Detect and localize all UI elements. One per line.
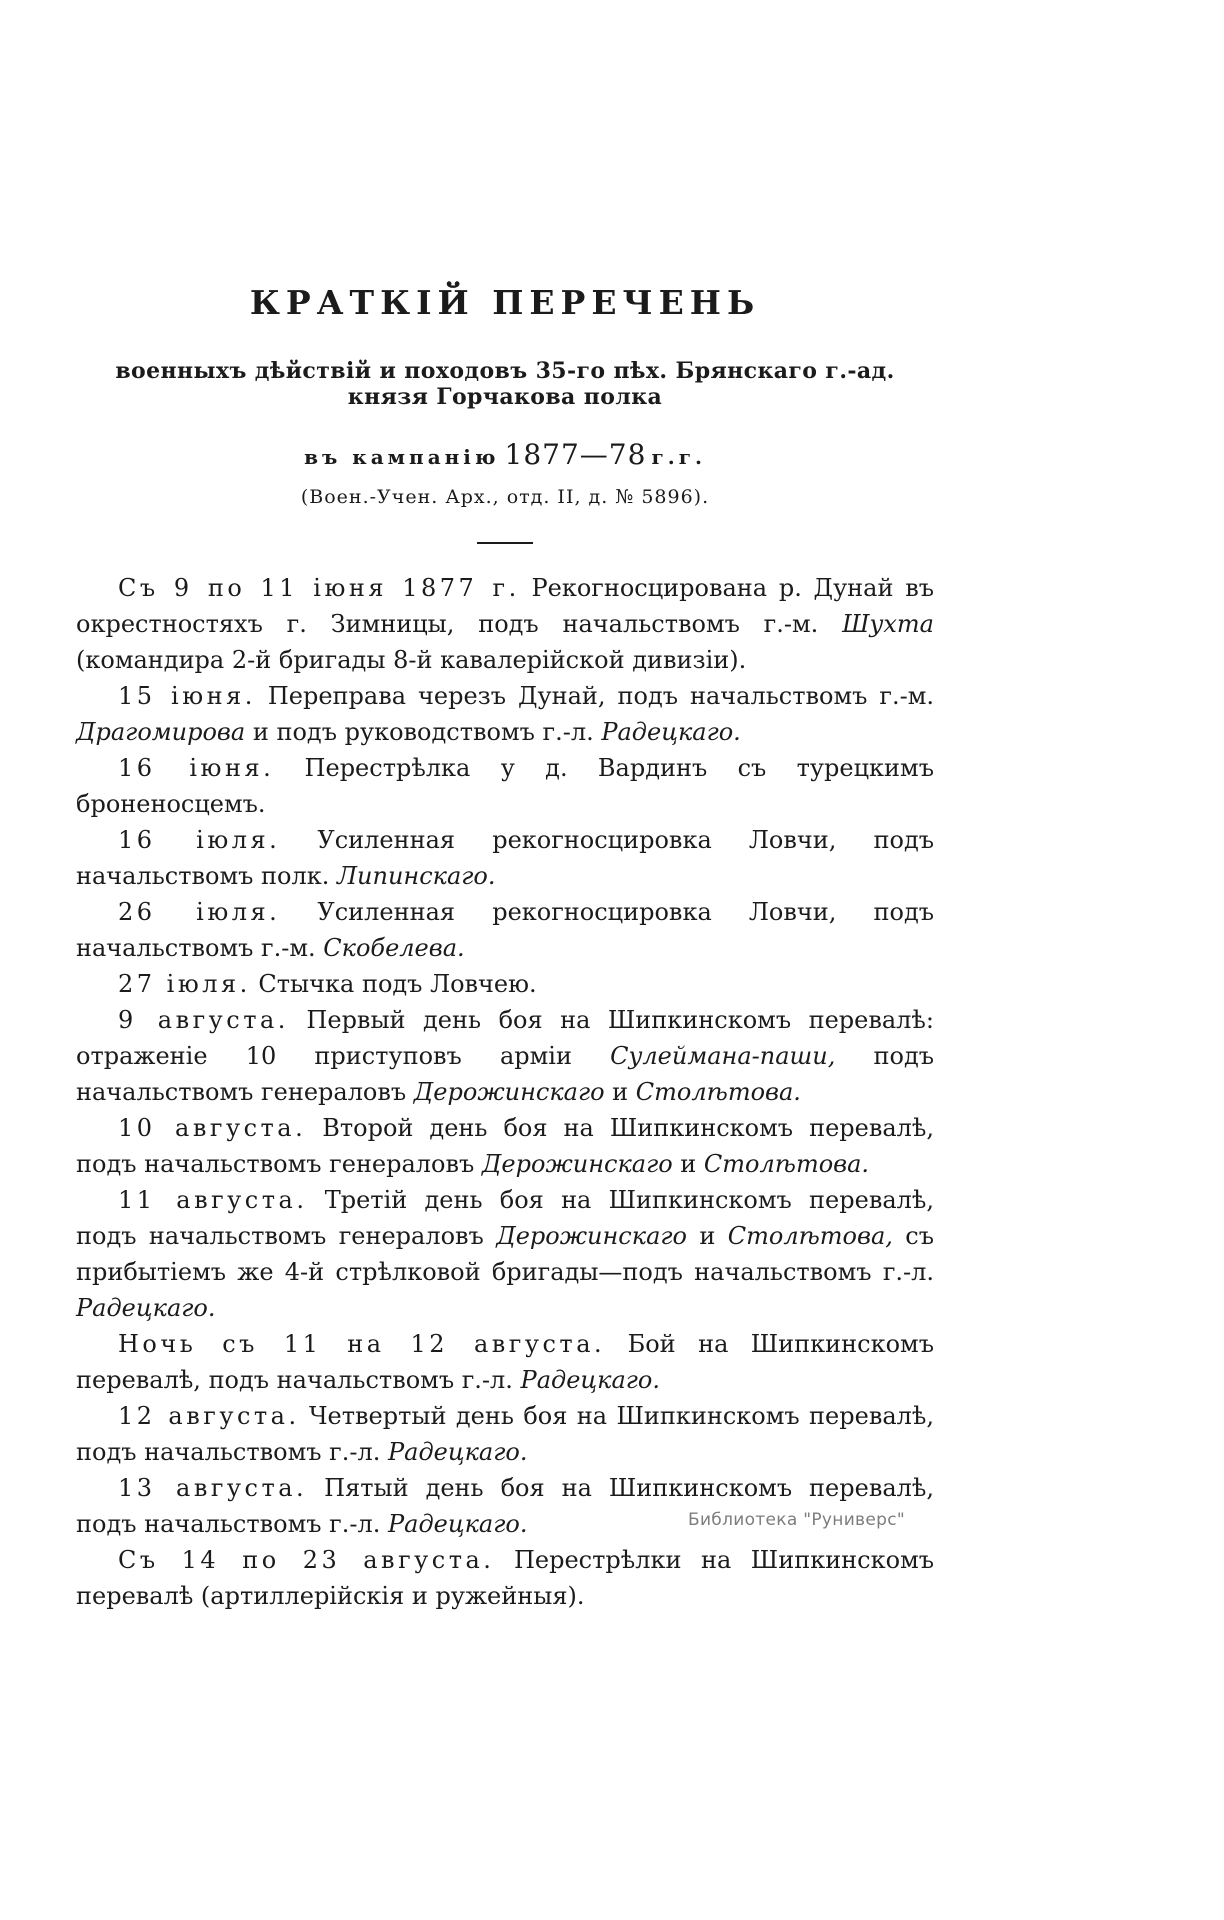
text-segment-plain: съ прибытіемъ же 4-й стрѣлковой бригады—подъ начальствомъ г.-л.: [76, 1222, 934, 1286]
text-segment-plain: Усиленная рекогносцировка Ловчи, подъ начальствомъ г.-м.: [76, 898, 934, 962]
campaign-suffix: г.г.: [651, 445, 706, 469]
text-segment-plain: (командира 2-й бригады 8-й кавалерійской дивизіи).: [76, 646, 747, 674]
text-segment-plain: Перестрѣлка у д. Вардинъ съ турецкимъ броненосцемъ.: [76, 754, 934, 818]
text-segment-plain: и подъ руководствомъ г.-л.: [245, 718, 602, 746]
text-segment-spaced: 16 іюня.: [118, 754, 275, 782]
text-segment-italic: Дерожинскаго: [481, 1150, 673, 1178]
text-segment-plain: и: [604, 1078, 636, 1106]
entry-paragraph: [76, 678, 934, 750]
entry-paragraph: [76, 822, 934, 894]
text-segment-italic: Драгомирова: [76, 718, 246, 746]
text-segment-plain: Усиленная рекогносцировка Ловчи, подъ начальствомъ полк.: [76, 826, 934, 890]
text-segment-plain: Пятый день боя на Шипкинскомъ перевалѣ, подъ начальствомъ г.-л.: [76, 1474, 934, 1538]
library-watermark: Библиотека "Руниверс": [688, 1510, 905, 1530]
text-segment-italic: Дерожинскаго: [496, 1222, 687, 1250]
text-segment-plain: Переправа черезъ Дунай, подъ начальствомъ г.-м.: [255, 682, 934, 710]
text-segment-plain: Рекогносцирована р. Дунай въ окрестностяхъ г. Зимницы, подъ начальствомъ г.-м.: [76, 574, 934, 638]
text-segment-italic: Столѣтова.: [635, 1078, 801, 1106]
section-divider: [477, 542, 533, 544]
entry-paragraph: [76, 894, 934, 966]
text-segment-plain: подъ начальствомъ генераловъ: [76, 1042, 934, 1106]
text-segment-plain: Третій день боя на Шипкинскомъ перевалѣ, подъ начальствомъ генераловъ: [76, 1186, 934, 1250]
text-segment-plain: и: [672, 1150, 704, 1178]
page-content-column: [76, 0, 934, 1614]
text-segment-spaced: 12 августа.: [118, 1402, 300, 1430]
text-segment-italic: Радецкаго.: [76, 1294, 216, 1322]
entry-paragraph: [76, 750, 934, 822]
campaign-line: [76, 438, 934, 471]
text-segment-italic: Дерожинскаго: [413, 1078, 605, 1106]
text-segment-italic: Столѣтова,: [727, 1222, 893, 1250]
text-segment-spaced: 15 іюня.: [118, 682, 256, 710]
text-segment-plain: Четвертый день боя на Шипкинскомъ перевалѣ, подъ начальствомъ г.-л.: [76, 1402, 934, 1466]
campaign-years: 1877—78: [504, 438, 647, 471]
page-subtitle: военныхъ дѣйствій и походовъ 35-го пѣх. Брянскаго г.-ад. князя Горчакова полка: [115, 358, 895, 410]
entry-paragraph: [76, 1182, 934, 1326]
text-segment-plain: Бой на Шипкинскомъ перевалѣ, подъ начальствомъ г.-л.: [76, 1330, 934, 1394]
text-segment-italic: Шухта: [842, 610, 934, 638]
text-segment-plain: Стычка подъ Ловчею.: [250, 970, 537, 998]
text-segment-italic: Радецкаго.: [387, 1438, 528, 1466]
text-segment-spaced: 9 августа.: [118, 1006, 289, 1034]
text-segment-plain: Перестрѣлки на Шипкинскомъ перевалѣ (артиллерійскія и ружейныя).: [76, 1546, 935, 1610]
page-title: КРАТКІЙ ПЕРЕЧЕНЬ: [249, 283, 761, 322]
text-segment-plain: Второй день боя на Шипкинскомъ перевалѣ, подъ начальствомъ генераловъ: [76, 1114, 935, 1178]
entry-paragraph: [76, 1470, 934, 1542]
text-segment-italic: Столѣтова.: [703, 1150, 870, 1178]
text-segment-spaced: 13 августа.: [118, 1474, 308, 1502]
text-segment-spaced: Съ 14 по 23 августа.: [118, 1546, 495, 1574]
text-segment-spaced: 16 іюля.: [118, 826, 281, 854]
text-segment-spaced: Съ 9 по 11 іюня 1877 г.: [118, 574, 520, 602]
text-segment-italic: Сулеймана-паши,: [610, 1042, 836, 1070]
entry-paragraph: [76, 1542, 934, 1614]
text-segment-italic: Липинскаго.: [337, 862, 496, 890]
entry-paragraph: [76, 1398, 934, 1470]
text-segment-plain: Первый день боя на Шипкинскомъ перевалѣ: отраженіе 10 приступовъ арміи: [76, 1006, 934, 1070]
entry-paragraph: [76, 570, 934, 678]
text-segment-spaced: 10 августа.: [118, 1114, 307, 1142]
campaign-prefix: въ кампанію: [304, 445, 500, 469]
text-segment-plain: и: [686, 1222, 728, 1250]
text-segment-italic: Радецкаго.: [601, 718, 741, 746]
text-segment-italic: Радецкаго.: [387, 1510, 528, 1538]
entry-paragraph: [76, 966, 934, 1002]
entry-paragraph: [76, 1110, 934, 1182]
text-segment-spaced: Ночь съ 11 на 12 августа.: [118, 1330, 606, 1358]
text-segment-italic: Радецкаго.: [520, 1366, 661, 1394]
entry-paragraph: [76, 1326, 934, 1398]
text-segment-spaced: 11 августа.: [118, 1186, 308, 1214]
entries: [76, 570, 934, 1614]
text-segment-spaced: 27 іюля.: [118, 970, 251, 998]
text-segment-spaced: 26 іюля.: [118, 898, 281, 926]
text-segment-italic: Скобелева.: [323, 934, 465, 962]
archive-reference: (Воен.-Учен. Арх., отд. II, д. № 5896).: [300, 486, 710, 508]
entry-paragraph: [76, 1002, 934, 1110]
